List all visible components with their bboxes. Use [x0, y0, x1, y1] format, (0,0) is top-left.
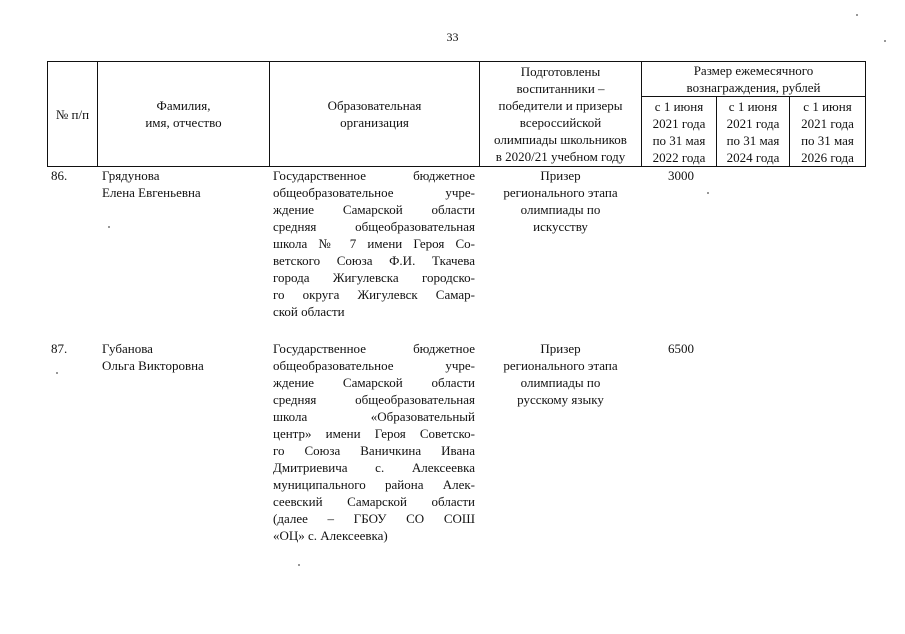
- scan-speck: [298, 564, 300, 566]
- scan-speck: [108, 226, 110, 228]
- page-number: 33: [446, 30, 459, 44]
- scan-speck: [884, 40, 886, 42]
- header-award: Размер ежемесячного вознаграждения, рублей: [642, 62, 866, 97]
- row-organization: Государственное бюджетное общеобразовательное учре- ждение Самарской области средняя общеобразовательная школа № 7 имени Героя Со- ветского Союза Ф.И. Ткачева города Жигулевска городско- го округа Жигулевск Самар- ской области: [273, 168, 475, 319]
- header-organization: Образовательная организация: [270, 62, 480, 167]
- row-prize: Призер регионального этапа олимпиады по русскому языку: [503, 341, 618, 407]
- row-number: 87.: [51, 341, 68, 356]
- header-period-2022: с 1 июня 2021 года по 31 мая 2022 года: [642, 97, 717, 167]
- scan-speck: [707, 192, 709, 194]
- row-amount: 6500: [668, 341, 694, 356]
- header-period-2026: с 1 июня 2021 года по 31 мая 2026 года: [790, 97, 866, 167]
- row-prize: Призер регионального этапа олимпиады по искусству: [503, 168, 618, 234]
- table-header: [47, 61, 866, 167]
- row-number: 86.: [51, 168, 68, 183]
- row-name: Грядунова Елена Евгеньевна: [102, 168, 201, 200]
- row-name: Губанова Ольга Викторовна: [102, 341, 204, 373]
- header-period-2024: с 1 июня 2021 года по 31 мая 2024 года: [717, 97, 790, 167]
- row-amount: 3000: [668, 168, 694, 183]
- scan-speck: [56, 372, 58, 374]
- header-number: № п/п: [48, 62, 98, 167]
- header-prepared: Подготовлены воспитанники – победители и призеры всероссийской олимпиады школьников в 2020/21 учебном году: [480, 62, 642, 167]
- scan-speck: [856, 14, 858, 16]
- row-organization: Государственное бюджетное общеобразовательное учре- ждение Самарской области средняя общеобразовательная школа «Образовательный центр» имени Героя Советско- го Союза Ваничкина Ивана Дмитриевича с. Алексеевка муниципального района Алек- сеевский Самарской области (далее – ГБОУ СО СОШ «ОЦ» с. Алексеевка): [273, 341, 475, 543]
- header-name: Фамилия, имя, отчество: [98, 62, 270, 167]
